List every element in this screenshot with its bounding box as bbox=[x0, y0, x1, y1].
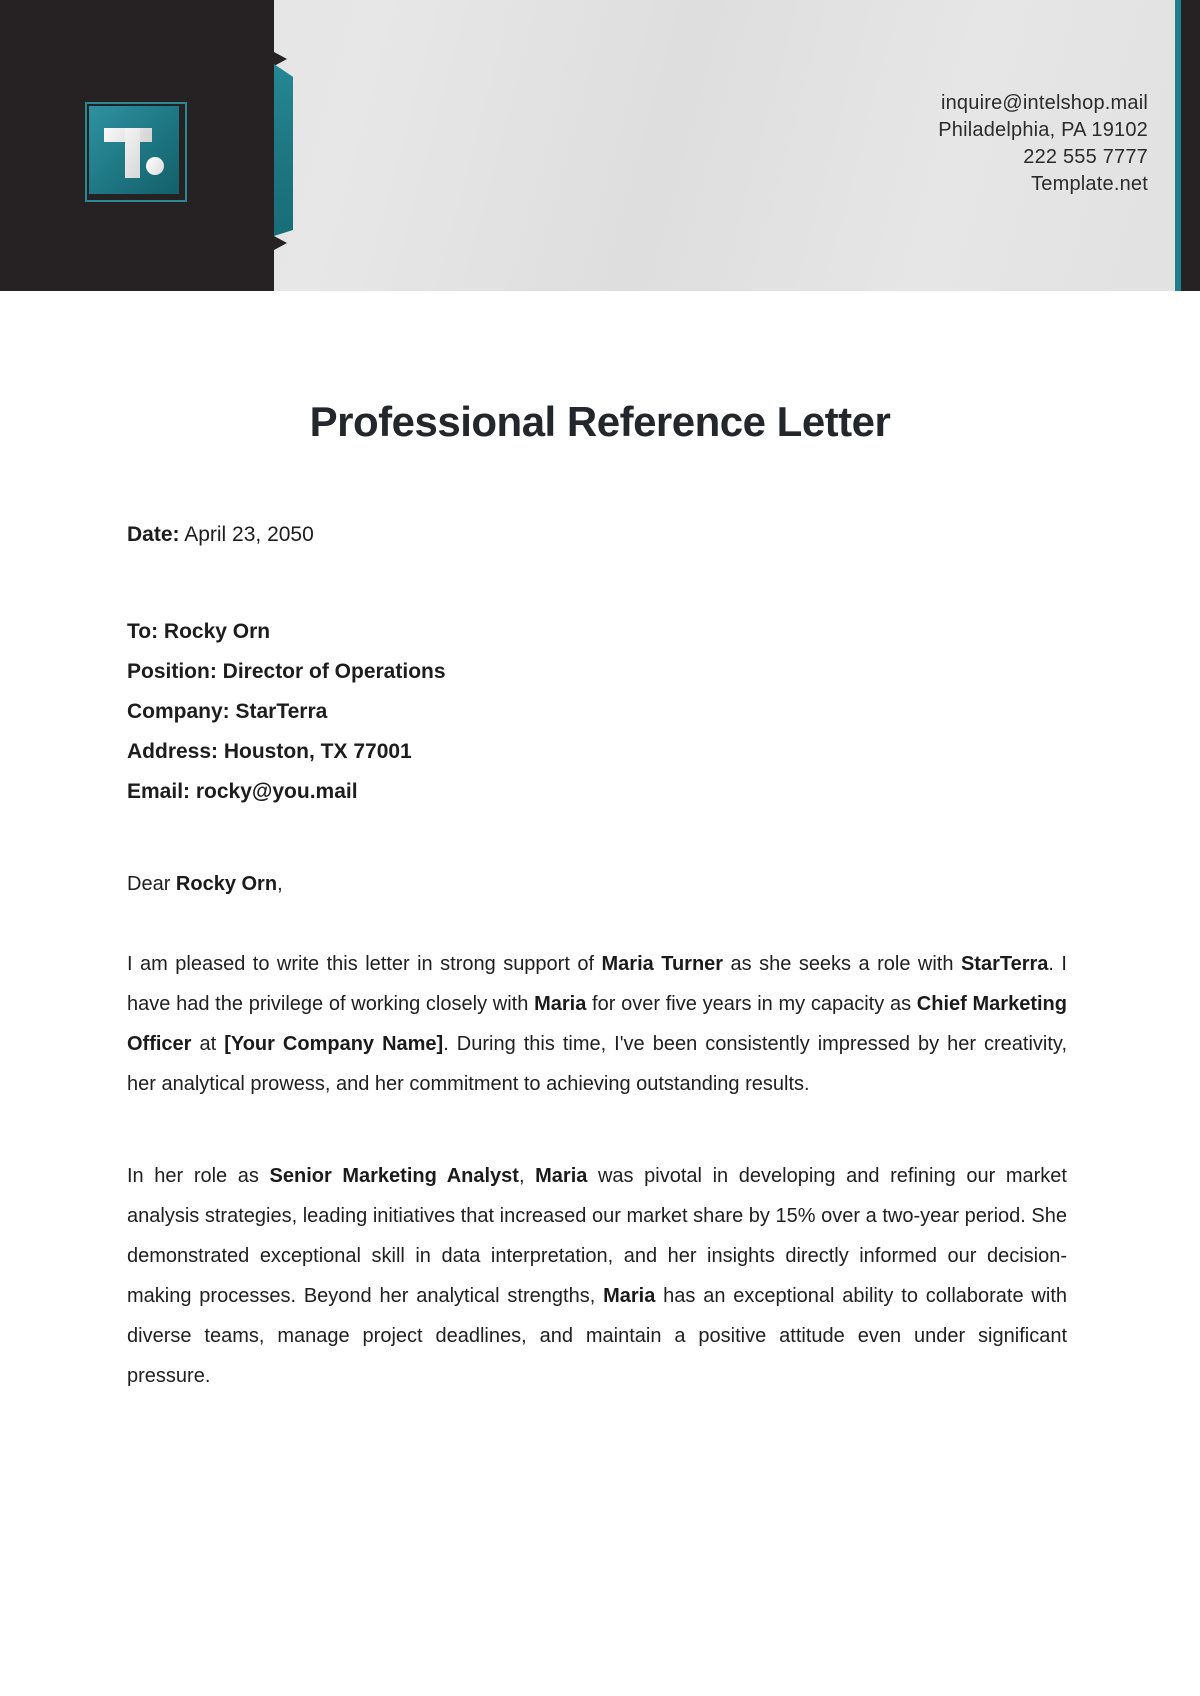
recipient-company: Company: StarTerra bbox=[127, 700, 328, 723]
ribbon-fold-top bbox=[274, 52, 287, 66]
date-value: April 23, 2050 bbox=[179, 523, 314, 546]
contact-block bbox=[938, 90, 1148, 198]
contact-website: Template.net bbox=[1031, 173, 1148, 195]
date-line bbox=[127, 515, 1067, 555]
contact-phone: 222 555 7777 bbox=[1023, 146, 1148, 168]
letter-content bbox=[0, 515, 1200, 1396]
body-paragraph-1: I am pleased to write this letter in strong support of Maria Turner as she seeks a role with StarTerra. I have had the privilege of working closely with Maria for over five years in my capacity as Chief Marketing Officer at [Your Company Name]. During this time, I've been consistently impressed by her creativity, her analytical prowess, and her commitment to achieving outstanding results. bbox=[127, 953, 1068, 1095]
ribbon-fold-bottom bbox=[274, 236, 287, 250]
recipient-to: To: Rocky Orn bbox=[127, 620, 271, 643]
recipient-address: Address: Houston, TX 77001 bbox=[127, 740, 412, 763]
date-label: Date: bbox=[127, 523, 180, 546]
dark-edge-strip bbox=[1181, 0, 1200, 291]
contact-email: inquire@intelshop.mail bbox=[940, 92, 1148, 114]
salutation: Dear Rocky Orn, bbox=[127, 873, 283, 895]
recipient-position: Position: Director of Operations bbox=[127, 660, 446, 683]
letterhead bbox=[0, 0, 1200, 291]
contact-address: Philadelphia, PA 19102 bbox=[938, 119, 1148, 141]
body-paragraph-2: In her role as Senior Marketing Analyst, Maria was pivotal in developing and refining our market analysis strategies, leading initiatives that increased our market share by 15% over a two-year period. She demonstrated exceptional skill in data interpretation, and her insights directly informed our decision-making processes. Beyond her analytical strengths, Maria has an exceptional ability to collaborate with diverse teams, manage project deadlines, and maintain a positive attitude even under significant pressure. bbox=[127, 1165, 1067, 1387]
recipient-email: Email: rocky@you.mail bbox=[127, 780, 358, 803]
t-logo-icon bbox=[89, 106, 179, 194]
recipient-block bbox=[127, 612, 1067, 812]
logo-t-dot bbox=[146, 157, 164, 175]
teal-ribbon bbox=[274, 64, 293, 236]
logo-t-stem bbox=[125, 128, 140, 178]
company-logo bbox=[85, 102, 187, 202]
page-title: Professional Reference Letter bbox=[309, 398, 891, 445]
